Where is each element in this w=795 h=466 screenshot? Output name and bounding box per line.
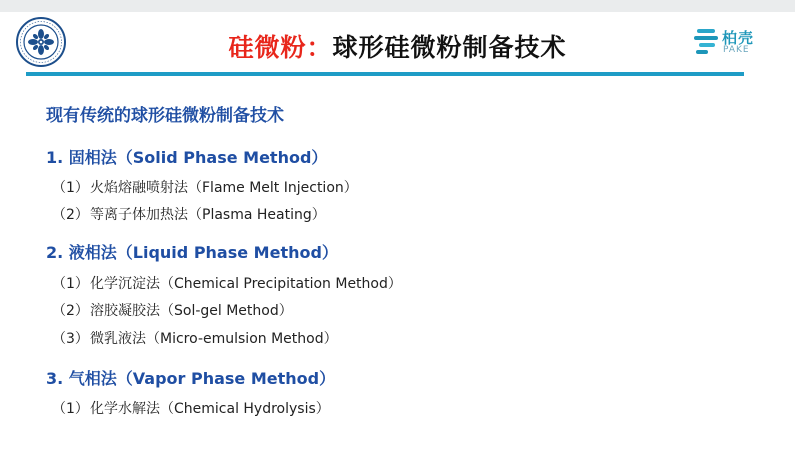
list-item bbox=[52, 328, 338, 348]
item-number: （1） bbox=[52, 180, 89, 196]
list-item bbox=[52, 273, 402, 293]
item-number: （2） bbox=[52, 303, 89, 319]
item-text: 化学水解法（Chemical Hydrolysis） bbox=[90, 401, 330, 417]
list-item bbox=[52, 398, 330, 418]
list-item bbox=[52, 177, 358, 197]
method-heading-liquid: 2. 液相法（Liquid Phase Method） bbox=[46, 243, 338, 262]
list-item bbox=[52, 300, 293, 320]
logo-cn-text: 柏壳 bbox=[722, 29, 755, 47]
top-band bbox=[0, 0, 795, 12]
item-number: （1） bbox=[52, 276, 89, 292]
title-prefix: 硅微粉： bbox=[228, 33, 333, 62]
title-main: 球形硅微粉制备技术 bbox=[332, 33, 567, 62]
item-text: 溶胶凝胶法（Sol-gel Method） bbox=[90, 303, 293, 319]
page-title bbox=[0, 28, 795, 64]
logo-en-text: PAKE bbox=[723, 45, 750, 55]
pake-logo-icon bbox=[694, 26, 720, 56]
item-text: 微乳液法（Micro-emulsion Method） bbox=[90, 331, 338, 347]
pake-logo bbox=[694, 26, 764, 58]
item-number: （1） bbox=[52, 401, 89, 417]
method-heading-vapor: 3. 气相法（Vapor Phase Method） bbox=[46, 369, 336, 388]
list-item bbox=[52, 204, 326, 224]
item-number: （2） bbox=[52, 207, 89, 223]
item-number: （3） bbox=[52, 331, 89, 347]
title-underline bbox=[26, 72, 744, 76]
method-heading-solid: 1. 固相法（Solid Phase Method） bbox=[46, 148, 328, 167]
section-title: 现有传统的球形硅微粉制备技术 bbox=[46, 106, 284, 126]
item-text: 化学沉淀法（Chemical Precipitation Method） bbox=[90, 276, 402, 292]
item-text: 火焰熔融喷射法（Flame Melt Injection） bbox=[90, 180, 358, 196]
item-text: 等离子体加热法（Plasma Heating） bbox=[90, 207, 326, 223]
